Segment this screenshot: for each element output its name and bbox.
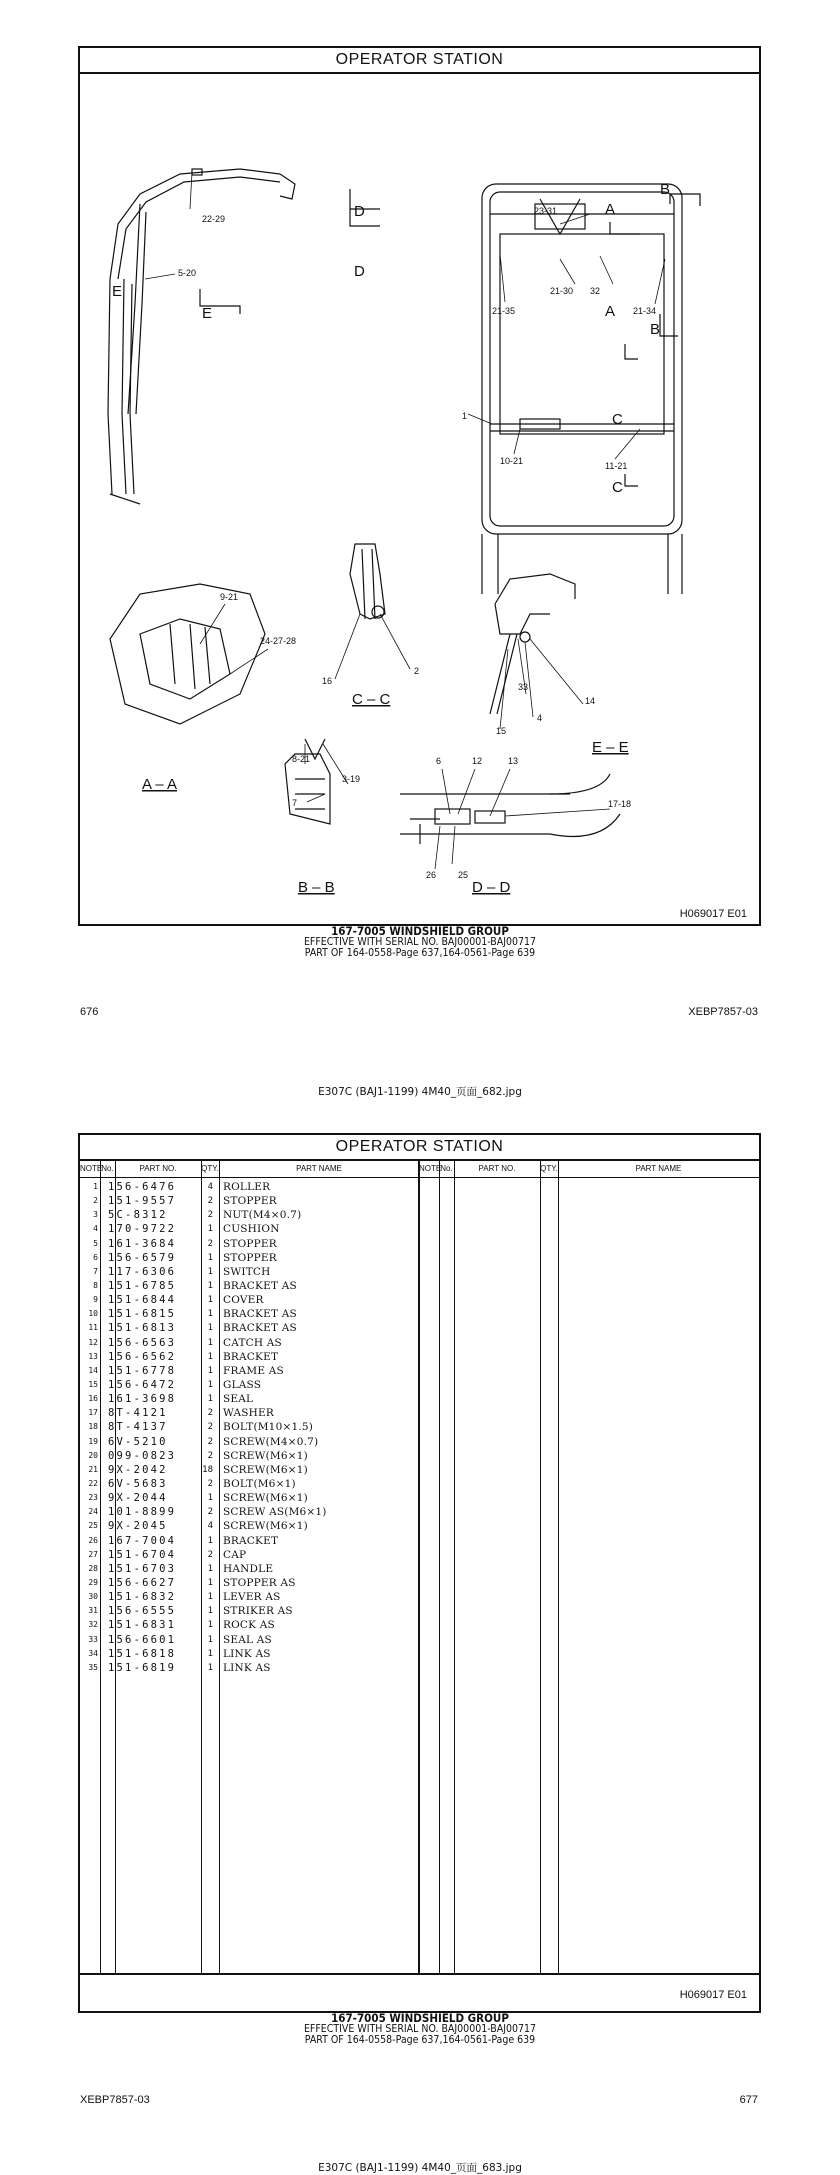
- table-row: [82, 1505, 418, 1519]
- quantity: 1: [207, 1592, 213, 1603]
- quantity: 1: [207, 1394, 213, 1405]
- callout-26: 26: [426, 870, 437, 880]
- caption-part-of: PART OF 164-0558-Page 637,164-0561-Page 639: [304, 947, 536, 959]
- parts-table: [82, 1180, 418, 1675]
- column-divider: [558, 1161, 559, 1973]
- part-name: SEAL AS: [223, 1633, 272, 1646]
- caption-serial: EFFECTIVE WITH SERIAL NO. BAJ00001-BAJ00717: [303, 2023, 537, 2035]
- section-mark-c-bottom: C: [612, 479, 623, 496]
- part-name: COVER: [223, 1294, 264, 1307]
- figure-code: H069017 E01: [679, 1989, 747, 2001]
- table-row: [82, 1463, 418, 1477]
- part-name: CATCH AS: [223, 1336, 282, 1349]
- part-number: 151-6703: [108, 1562, 177, 1575]
- col-header-no: No.: [101, 1164, 114, 1173]
- callout-21-34: 21-34: [633, 306, 657, 316]
- section-mark-d-top: D: [354, 203, 365, 220]
- part-number: 151-6844: [108, 1294, 177, 1307]
- table-row: [82, 1321, 418, 1335]
- callout-9-21: 9-21: [220, 592, 239, 602]
- quantity: 1: [207, 1309, 213, 1320]
- callout-23-31: 23-31: [534, 206, 558, 216]
- col-header-qty-right: QTY.: [540, 1164, 558, 1173]
- section-mark-d-bottom: D: [354, 263, 365, 280]
- quantity: 2: [207, 1210, 213, 1221]
- part-name: STRIKER AS: [223, 1605, 293, 1618]
- callout-4: 4: [537, 713, 543, 723]
- part-name: BRACKET AS: [223, 1322, 297, 1335]
- quantity: 2: [207, 1436, 213, 1447]
- part-number: 151-6778: [108, 1364, 177, 1377]
- quantity: 1: [207, 1577, 213, 1588]
- part-number: 156-6476: [108, 1181, 177, 1193]
- part-name: LINK AS: [223, 1661, 271, 1674]
- part-name: ROLLER: [223, 1181, 271, 1193]
- part-name: SCREW(M6×1): [223, 1520, 308, 1533]
- part-number: 6V-5210: [108, 1435, 168, 1448]
- part-number: 156-6601: [108, 1633, 177, 1646]
- item-number: 8: [93, 1280, 98, 1290]
- section-label-d-d: D – D: [472, 879, 511, 896]
- quantity: 4: [207, 1521, 213, 1532]
- item-number: 25: [88, 1521, 98, 1531]
- section-mark-a-bottom: A: [605, 303, 616, 320]
- callout-21-30: 21-30: [550, 286, 574, 296]
- parts-list-frame: [78, 1133, 761, 2013]
- table-footer: [80, 1973, 759, 2011]
- item-number: 20: [88, 1450, 98, 1460]
- part-name: HANDLE: [223, 1562, 274, 1575]
- table-row: [82, 1364, 418, 1378]
- callout-14: 14: [585, 696, 596, 706]
- table-row: [82, 1576, 418, 1590]
- item-number: 13: [88, 1351, 98, 1361]
- page-title: OPERATOR STATION: [80, 48, 759, 74]
- part-number: 5C-8312: [108, 1209, 168, 1222]
- part-name: BRACKET AS: [223, 1308, 297, 1321]
- callout-15: 15: [496, 726, 507, 736]
- part-number: 156-6562: [108, 1350, 177, 1363]
- quantity: 2: [207, 1196, 213, 1207]
- item-number: 23: [88, 1493, 98, 1503]
- col-header-note-right: NOTE: [419, 1164, 442, 1173]
- quantity: 2: [207, 1549, 213, 1560]
- item-number: 30: [88, 1592, 98, 1602]
- quantity: 1: [207, 1323, 213, 1334]
- item-number: 22: [88, 1478, 98, 1488]
- table-row: [82, 1279, 418, 1293]
- caption-group-title: 167-7005 WINDSHIELD GROUP: [331, 2011, 509, 2025]
- callout-2: 2: [414, 666, 420, 676]
- column-divider: [454, 1161, 455, 1973]
- part-number: 117-6306: [108, 1265, 177, 1278]
- part-number: 8T-4137: [108, 1421, 168, 1434]
- col-header-part-name-right: PART NAME: [635, 1164, 682, 1173]
- callout-12: 12: [472, 756, 483, 766]
- col-header-no-right: No.: [440, 1164, 453, 1173]
- part-name: BRACKET: [223, 1534, 279, 1547]
- quantity: 4: [207, 1182, 213, 1192]
- callout-22-29: 22-29: [202, 214, 226, 224]
- item-number: 1: [93, 1182, 98, 1191]
- part-name: SCREW(M6×1): [223, 1449, 308, 1462]
- callout-1: 1: [462, 411, 468, 421]
- quantity: 1: [207, 1620, 213, 1631]
- part-name: CAP: [223, 1548, 247, 1561]
- table-row: [82, 1350, 418, 1364]
- item-number: 4: [93, 1224, 98, 1234]
- quantity: 1: [207, 1379, 213, 1390]
- section-mark-b-bottom: B: [650, 321, 661, 338]
- quantity: 1: [207, 1337, 213, 1348]
- callout-25: 25: [458, 870, 469, 880]
- callout-24-27-28: 24-27-28: [260, 636, 297, 646]
- item-number: 11: [88, 1323, 98, 1333]
- callout-17-18: 17-18: [608, 799, 632, 809]
- item-number: 33: [88, 1634, 98, 1644]
- item-number: 9: [93, 1295, 98, 1305]
- table-row: [82, 1449, 418, 1463]
- table-row: [82, 1251, 418, 1265]
- section-label-b-b: B – B: [298, 879, 335, 896]
- col-header-qty: QTY.: [201, 1164, 219, 1173]
- part-number: 6V-5683: [108, 1477, 168, 1490]
- part-name: NUT(M4×0.7): [223, 1209, 302, 1222]
- item-number: 17: [88, 1408, 98, 1418]
- section-label-c-c: C – C: [352, 691, 391, 708]
- part-number: 161-3698: [108, 1393, 177, 1406]
- quantity: 1: [207, 1266, 213, 1277]
- table-row: [82, 1222, 418, 1236]
- quantity: 1: [207, 1606, 213, 1617]
- exploded-diagram: [80, 74, 759, 924]
- item-number: 10: [88, 1309, 98, 1319]
- table-row: [82, 1661, 418, 1675]
- quantity: 1: [207, 1563, 213, 1574]
- quantity: 2: [207, 1507, 213, 1518]
- part-number: 8T-4121: [108, 1407, 168, 1420]
- part-number: 170-9722: [108, 1223, 177, 1236]
- quantity: 1: [207, 1295, 213, 1306]
- part-number: 151-6785: [108, 1279, 177, 1292]
- quantity: 1: [207, 1280, 213, 1291]
- part-number: 9X-2045: [108, 1520, 168, 1533]
- item-number: 28: [88, 1563, 98, 1573]
- column-divider-center: [418, 1161, 420, 1973]
- table-row: [82, 1647, 418, 1661]
- part-name: BOLT(M6×1): [223, 1477, 296, 1490]
- table-row: [82, 1604, 418, 1618]
- col-header-part-no-right: PART NO.: [478, 1164, 516, 1173]
- callout-6: 6: [436, 756, 442, 766]
- part-name: STOPPER AS: [223, 1576, 296, 1589]
- item-number: 6: [93, 1252, 98, 1262]
- table-row: [82, 1378, 418, 1392]
- file-name: E307C (BAJ1-1199) 4M40_页面_683.jpg: [318, 2162, 522, 2174]
- part-number: 151-6832: [108, 1591, 177, 1604]
- item-number: 26: [88, 1535, 98, 1545]
- table-row: [82, 1180, 418, 1194]
- section-mark-c-top: C: [612, 411, 623, 428]
- section-mark-b-top: B: [660, 181, 671, 198]
- table-row: [82, 1237, 418, 1251]
- quantity: 1: [207, 1224, 213, 1235]
- item-number: 24: [88, 1507, 98, 1517]
- file-name: E307C (BAJ1-1199) 4M40_页面_682.jpg: [318, 1086, 522, 1098]
- table-row: [82, 1519, 418, 1533]
- caption-group-title: 167-7005 WINDSHIELD GROUP: [331, 924, 509, 938]
- item-number: 21: [88, 1464, 98, 1474]
- part-name: SCREW AS(M6×1): [223, 1506, 327, 1519]
- doc-code: XEBP7857-03: [688, 1006, 758, 1018]
- item-number: 27: [88, 1549, 98, 1559]
- callout-8-21: 8-21: [292, 754, 311, 764]
- table-row: [82, 1477, 418, 1491]
- part-name: SCREW(M6×1): [223, 1492, 308, 1505]
- item-number: 31: [88, 1606, 98, 1616]
- part-number: 156-6563: [108, 1336, 177, 1349]
- part-name: BRACKET: [223, 1350, 279, 1363]
- item-number: 2: [93, 1196, 98, 1206]
- part-name: LINK AS: [223, 1647, 271, 1660]
- item-number: 12: [88, 1337, 98, 1347]
- callout-7: 7: [292, 798, 298, 808]
- callout-11-21: 11-21: [605, 461, 628, 471]
- part-number: 151-9557: [108, 1195, 177, 1208]
- part-name: SWITCH: [223, 1265, 271, 1278]
- table-row: [82, 1307, 418, 1321]
- part-name: SCREW(M4×0.7): [223, 1435, 319, 1448]
- table-row: [82, 1633, 418, 1647]
- section-label-a-a: A – A: [142, 776, 178, 793]
- quantity: 1: [207, 1351, 213, 1362]
- quantity: 2: [207, 1408, 213, 1419]
- page-number: 676: [80, 1006, 99, 1018]
- table-row: [82, 1392, 418, 1406]
- page-number: 677: [739, 2094, 758, 2106]
- col-header-part-no: PART NO.: [139, 1164, 177, 1173]
- page-title: OPERATOR STATION: [80, 1135, 759, 1161]
- table-row: [82, 1618, 418, 1632]
- part-number: 156-6579: [108, 1251, 177, 1264]
- part-name: BRACKET AS: [223, 1279, 297, 1292]
- quantity: 1: [207, 1662, 213, 1673]
- part-number: 156-6472: [108, 1378, 177, 1391]
- table-row: [82, 1590, 418, 1604]
- part-number: 167-7004: [108, 1534, 177, 1547]
- part-name: STOPPER: [223, 1237, 277, 1250]
- callout-10-21: 10-21: [500, 456, 524, 466]
- part-name: LEVER AS: [223, 1591, 281, 1604]
- section-mark-e-left: E: [112, 283, 123, 300]
- part-number: 101-8899: [108, 1506, 177, 1519]
- item-number: 15: [88, 1379, 98, 1389]
- callout-33: 33: [518, 682, 529, 692]
- col-header-part-name: PART NAME: [296, 1164, 342, 1173]
- quantity: 1: [207, 1252, 213, 1263]
- part-name: GLASS: [223, 1378, 262, 1391]
- item-number: 34: [88, 1648, 98, 1658]
- part-number: 9X-2044: [108, 1492, 168, 1505]
- part-name: FRAME AS: [223, 1364, 284, 1377]
- callout-3-19: 3-19: [342, 774, 361, 784]
- part-number: 151-6831: [108, 1619, 177, 1632]
- column-divider: [540, 1161, 541, 1973]
- part-name: SCREW(M6×1): [223, 1463, 308, 1476]
- part-name: CUSHION: [223, 1223, 280, 1236]
- part-number: 151-6818: [108, 1647, 177, 1660]
- section-label-e-e: E – E: [592, 739, 629, 756]
- table-row: [82, 1265, 418, 1279]
- quantity: 2: [207, 1450, 213, 1461]
- table-row: [82, 1548, 418, 1562]
- callout-5-20: 5-20: [178, 268, 197, 278]
- item-number: 35: [88, 1662, 98, 1672]
- part-name: SEAL: [223, 1393, 254, 1406]
- callout-21-35: 21-35: [492, 306, 516, 316]
- item-number: 3: [93, 1210, 98, 1220]
- item-number: 5: [93, 1238, 98, 1248]
- callout-32: 32: [590, 286, 601, 296]
- quantity: 18: [202, 1464, 213, 1475]
- table-row: [82, 1194, 418, 1208]
- part-number: 151-6813: [108, 1322, 177, 1335]
- quantity: 1: [207, 1634, 213, 1645]
- column-divider: [439, 1161, 440, 1973]
- table-row: [82, 1534, 418, 1548]
- table-row: [82, 1562, 418, 1576]
- figure-code: H069017 E01: [679, 908, 747, 920]
- part-name: STOPPER: [223, 1251, 277, 1264]
- item-number: 16: [88, 1394, 98, 1404]
- part-number: 151-6704: [108, 1548, 177, 1561]
- quantity: 1: [207, 1648, 213, 1659]
- table-row: [82, 1435, 418, 1449]
- table-row: [82, 1336, 418, 1350]
- part-name: STOPPER: [223, 1195, 277, 1208]
- col-header-note: NOTE: [80, 1164, 103, 1173]
- table-row: [82, 1420, 418, 1434]
- callout-13: 13: [508, 756, 519, 766]
- part-name: ROCK AS: [223, 1619, 275, 1632]
- caption-part-of: PART OF 164-0558-Page 637,164-0561-Page 639: [304, 2034, 536, 2046]
- item-number: 32: [88, 1620, 98, 1630]
- part-number: 099-0823: [108, 1449, 177, 1462]
- part-number: 156-6627: [108, 1576, 177, 1589]
- quantity: 2: [207, 1478, 213, 1489]
- item-number: 29: [88, 1577, 98, 1587]
- quantity: 2: [207, 1238, 213, 1249]
- part-name: BOLT(M10×1.5): [223, 1421, 314, 1434]
- part-name: WASHER: [223, 1407, 274, 1420]
- quantity: 2: [207, 1422, 213, 1433]
- item-number: 19: [88, 1436, 98, 1446]
- table-row: [82, 1406, 418, 1420]
- table-row: [82, 1491, 418, 1505]
- figure-caption: [0, 926, 840, 959]
- section-mark-e-right: E: [202, 305, 213, 322]
- item-number: 7: [93, 1266, 98, 1276]
- section-mark-a-top: A: [605, 201, 616, 218]
- callout-16: 16: [322, 676, 333, 686]
- part-number: 156-6555: [108, 1605, 177, 1618]
- quantity: 1: [207, 1535, 213, 1546]
- part-number: 151-6815: [108, 1308, 177, 1321]
- quantity: 1: [207, 1493, 213, 1504]
- quantity: 1: [207, 1365, 213, 1376]
- figure-caption: [0, 2013, 840, 2046]
- diagram-frame: [78, 46, 761, 926]
- part-number: 9X-2042: [108, 1463, 168, 1476]
- part-number: 161-3684: [108, 1237, 177, 1250]
- caption-serial: EFFECTIVE WITH SERIAL NO. BAJ00001-BAJ00717: [303, 936, 537, 948]
- item-number: 14: [88, 1365, 98, 1375]
- doc-code: XEBP7857-03: [80, 2094, 150, 2106]
- part-number: 151-6819: [108, 1661, 177, 1674]
- table-row: [82, 1293, 418, 1307]
- item-number: 18: [88, 1422, 98, 1432]
- table-row: [82, 1208, 418, 1222]
